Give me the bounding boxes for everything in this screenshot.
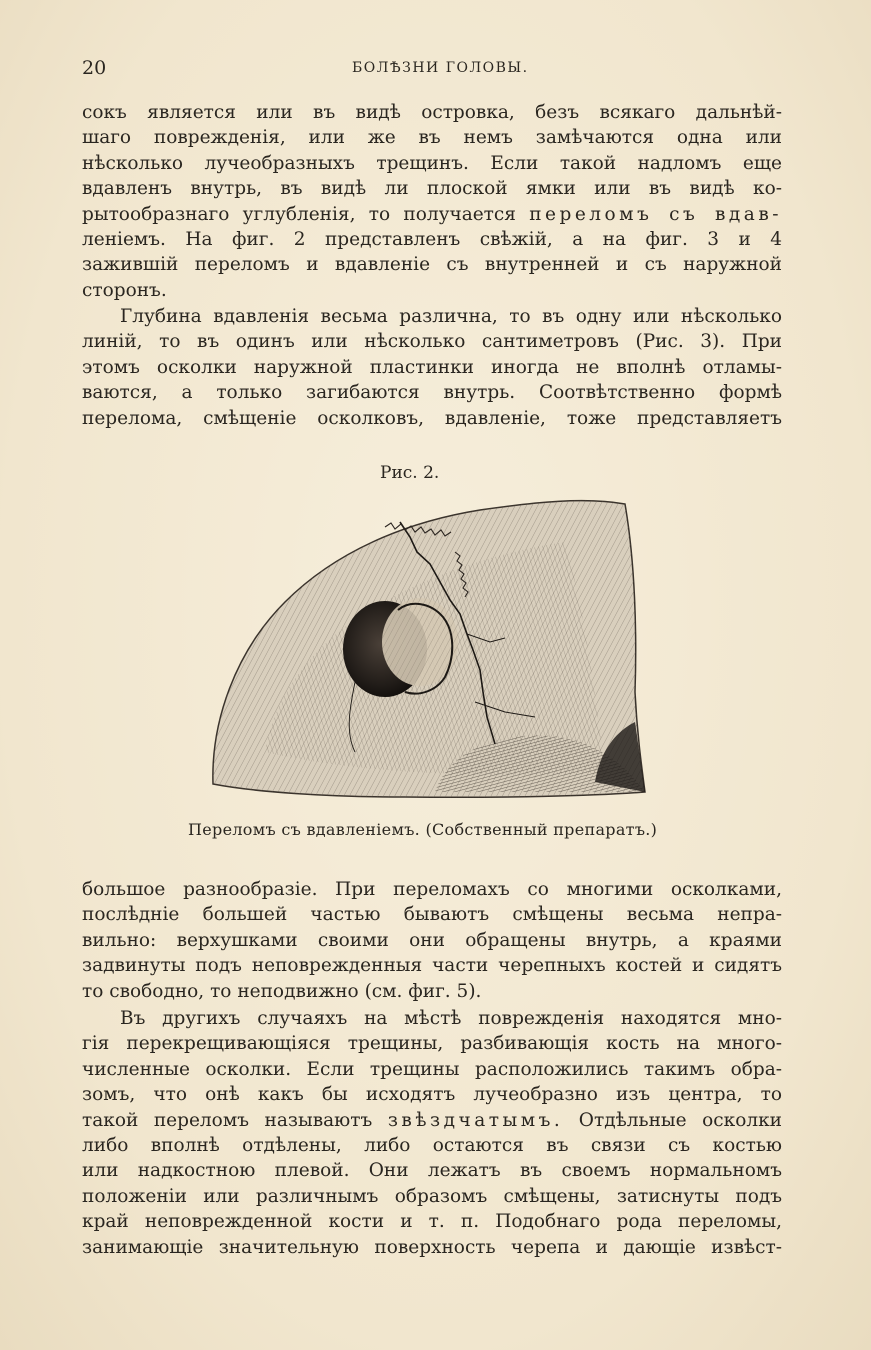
text-line: Глубина вдавленія весьма различна, то въ одну или нѣсколько: [120, 306, 782, 327]
emphasis-term: переломъ съ вдав-: [529, 203, 782, 225]
text-line: численные осколки. Если трещины расположились такимъ обра-: [82, 1058, 782, 1080]
text-line: задвинуты подъ неповрежденныя части черепныхъ костей и сидятъ: [82, 955, 782, 977]
text-line: или надкостною плевой. Они лежатъ въ своемъ нормальномъ: [82, 1160, 782, 1182]
text-line: [82, 202, 782, 227]
paragraph-3: [82, 877, 782, 1004]
text-line: ваются, а только загибаются внутрь. Соотвѣтственно формѣ: [82, 382, 782, 404]
skull-fracture-illustration: [205, 492, 650, 807]
text-line: вильно: верхушками своими они обращены внутрь, а краями: [82, 929, 782, 951]
text-line: [82, 1108, 782, 1133]
text-segment: такой переломъ называютъ: [82, 1109, 373, 1131]
text-line: то свободно, то неподвижно (см. фиг. 5).: [82, 980, 482, 1002]
text-line: Въ другихъ случаяхъ на мѣстѣ поврежденія находятся мно-: [120, 1008, 782, 1029]
figure-caption: Переломъ съ вдавленіемъ. (Собственный препаратъ.): [188, 820, 658, 839]
text-segment: рытообразнаго углубленія, то получается: [82, 203, 516, 225]
text-line: этомъ осколки наружной пластинки иногда не вполнѣ отламы-: [82, 356, 782, 378]
figure-label: Рис. 2.: [380, 463, 440, 483]
page-header: [82, 57, 782, 81]
text-line: гія перекрещивающіяся трещины, разбивающія кость на много-: [82, 1033, 782, 1055]
text-line: леніемъ. На фиг. 2 представленъ свѣжій, а на фиг. 3 и 4: [82, 228, 782, 250]
text-line: перелома, смѣщеніе осколковъ, вдавленіе, тоже представляетъ: [82, 407, 782, 429]
text-segment: Отдѣльные осколки: [578, 1109, 782, 1131]
text-line: линій, то въ одинъ или нѣсколько сантиметровъ (Рис. 3). При: [82, 331, 782, 353]
text-line: вдавленъ внутрь, въ видѣ ли плоской ямки или въ видѣ ко-: [82, 178, 782, 200]
text-line: зажившій переломъ и вдавленіе съ внутренней и съ наружной: [82, 254, 782, 276]
running-head: БОЛѢЗНИ ГОЛОВЫ.: [352, 60, 529, 76]
text-line: большое разнообразіе. При переломахъ со многими осколками,: [82, 879, 782, 900]
emphasis-term: звѣздчатымъ.: [387, 1109, 564, 1131]
page-number: 20: [82, 57, 107, 79]
text-line: либо вполнѣ отдѣлены, либо остаются въ связи съ костью: [82, 1134, 782, 1156]
text-line: шаго поврежденія, или же въ немъ замѣчаются одна или: [82, 127, 782, 149]
text-line: край неповрежденной кости и т. п. Подобнаго рода переломы,: [82, 1211, 782, 1233]
text-line: сокъ является или въ видѣ островка, безъ всякаго дальнѣй-: [82, 102, 782, 123]
text-line: сторонъ.: [82, 279, 167, 301]
paragraph-1: [82, 100, 782, 303]
text-line: занимающіе значительную поверхность черепа и дающіе извѣст-: [82, 1236, 782, 1258]
paragraph-2: [82, 304, 782, 431]
text-line: нѣсколько лучеобразныхъ трещинъ. Если такой надломъ еще: [82, 152, 782, 174]
text-line: положеніи или различнымъ образомъ смѣщены, затиснуты подъ: [82, 1185, 782, 1207]
text-line: зомъ, что онѣ какъ бы исходятъ лучеобразно изъ центра, то: [82, 1084, 782, 1106]
text-line: послѣдніе большей частью бываютъ смѣщены весьма непра-: [82, 904, 782, 926]
paragraph-4: [82, 1006, 782, 1260]
